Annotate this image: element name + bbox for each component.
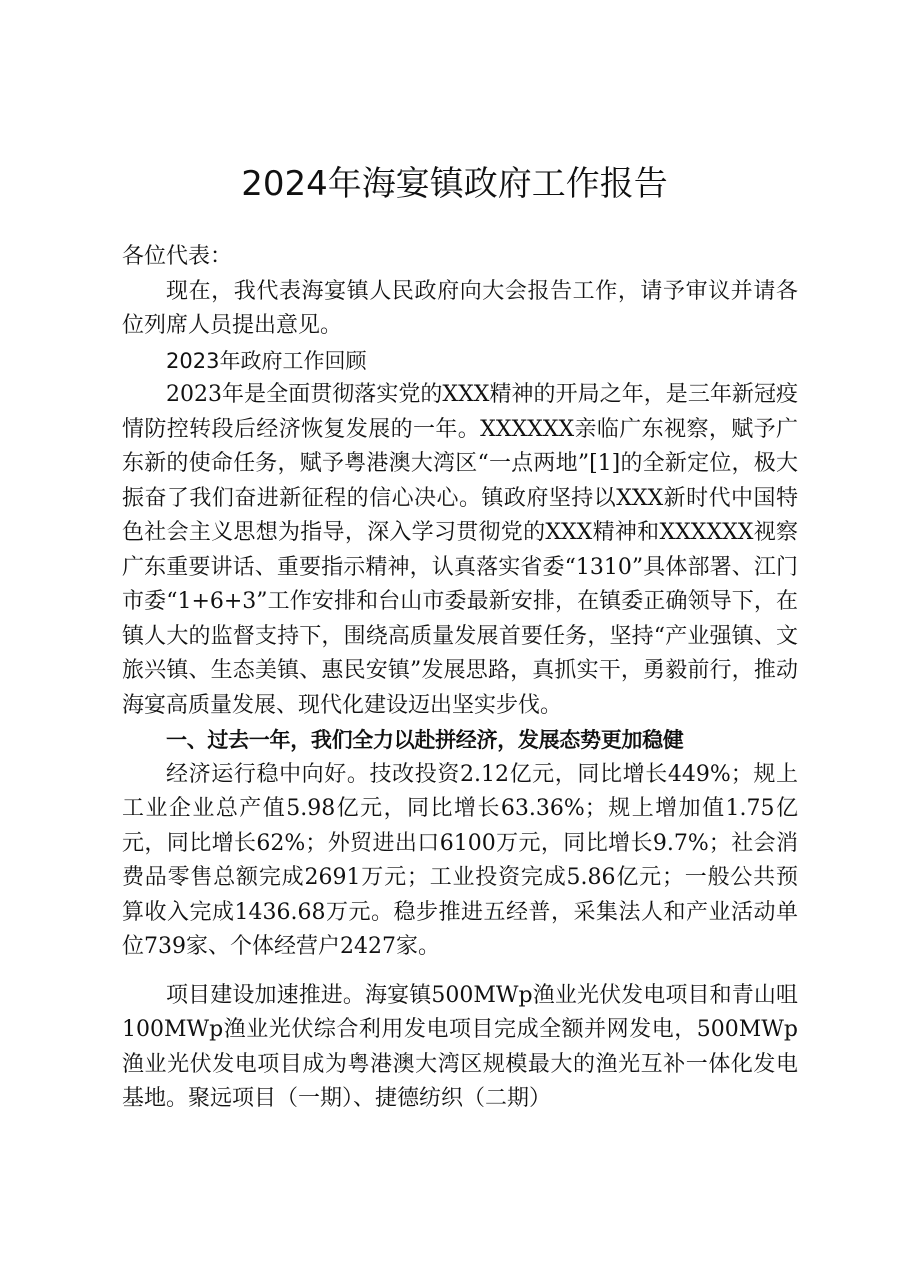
opening-paragraph: 现在，我代表海宴镇人民政府向大会报告工作，请予审议并请各位列席人员提出意见。: [122, 278, 798, 338]
economy-paragraph: 经济运行稳中向好。技改投资2.12亿元，同比增长449%；规上工业企业总产值5.98亿元，同比增长63.36%；规上增加值1.75亿元，同比增长62%；外贸进出口6100万元，同比增长9.7%；社会消费品零售总额完成2691万元；工业投资完成5.86亿元；一般公共预算收入完成1436.68万元。稳步推进五经普，采集法人和产业活动单位739家、个体经营户2427家。: [122, 761, 798, 959]
projects-paragraph: 项目建设加速推进。海宴镇500MWp渔业光伏发电项目和青山咀100MWp渔业光伏综合利用发电项目完成全额并网发电，500MWp渔业光伏发电项目成为粤港澳大湾区规模最大的渔光互补一体化发电基地。聚远项目（一期）、捷德纺织（二期）: [122, 982, 798, 1111]
salutation: 各位代表：: [122, 244, 233, 269]
review-paragraph: 2023年是全面贯彻落实党的XXX精神的开局之年，是三年新冠疫情防控转段后经济恢复发展的一年。XXXXXX亲临广东视察，赋予广东新的使命任务，赋予粤港澳大湾区“一点两地”[1]的全新定位，极大振奋了我们奋进新征程的信心决心。镇政府坚持以XXX新时代中国特色社会主义思想为指导，深入学习贯彻党的XXX精神和XXXXXX视察广东重要讲话、重要指示精神，认真落实省委“1310”具体部署、江门市委“1+6+3”工作安排和台山市委最新安排，在镇委正确领导下，在镇人大的监督支持下，围绕高质量发展首要任务，坚持“产业强镇、文旅兴镇、生态美镇、惠民安镇”发展思路，真抓实干，勇毅前行，推动海宴高质量发展、现代化建设迈出坚实步伐。: [122, 382, 798, 718]
review-heading: 2023年政府工作回顾: [166, 348, 367, 373]
section-1-heading: 一、过去一年，我们全力以赴拼经济，发展态势更加稳健: [166, 728, 684, 752]
document-body: [122, 240, 798, 1117]
document-title: 2024年海宴镇政府工作报告: [241, 164, 668, 204]
